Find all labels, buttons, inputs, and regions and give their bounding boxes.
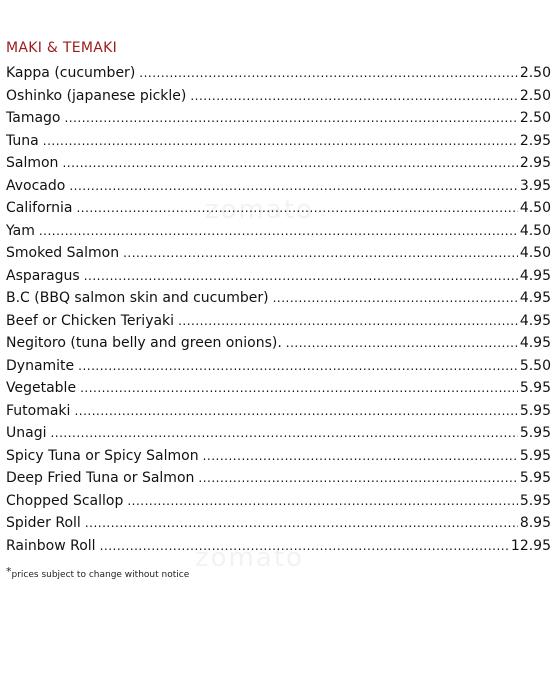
menu-item: [6, 400, 551, 423]
menu-item: [6, 242, 551, 265]
menu-item-price: 4.50: [519, 200, 551, 216]
menu-item-name: Oshinko (japanese pickle): [6, 87, 187, 104]
menu-item-name: Futomaki: [6, 402, 71, 419]
dot-leader: [76, 197, 517, 220]
menu-item: [6, 490, 551, 513]
menu-item-price: 4.95: [519, 312, 551, 329]
dot-leader: [85, 512, 518, 535]
menu-item: [6, 467, 551, 490]
menu-item: [6, 85, 551, 108]
menu-item-price: 4.95: [519, 290, 551, 306]
menu-item-name: Deep Fried Tuna or Salmon: [6, 470, 195, 486]
dot-leader: [127, 490, 517, 513]
menu-item-price: 2.50: [519, 87, 551, 104]
menu-item-price: 4.95: [519, 335, 551, 351]
dot-leader: [178, 310, 518, 333]
menu-item: [6, 265, 551, 288]
dot-leader: [100, 535, 509, 558]
menu-item-price: 2.50: [519, 110, 551, 126]
menu-item-name: Tuna: [6, 132, 39, 149]
menu-item-price: 5.95: [519, 447, 551, 464]
menu-item-price: 2.95: [519, 132, 551, 149]
dot-leader: [80, 377, 518, 400]
menu-item: [6, 197, 551, 220]
menu-item-name: Spicy Tuna or Spicy Salmon: [6, 447, 199, 464]
dot-leader: [43, 130, 518, 153]
menu-item: [6, 535, 551, 558]
menu-item-name: Vegetable: [6, 380, 77, 396]
menu-item-name: Negitoro (tuna belly and green onions).: [6, 335, 282, 351]
menu-item-name: Unagi: [6, 425, 47, 441]
menu-item-price: 4.50: [519, 222, 551, 239]
dot-leader: [84, 265, 518, 288]
menu-item-price: 8.95: [519, 515, 551, 531]
menu-item: [6, 422, 551, 445]
menu-item-name: B.C (BBQ salmon skin and cucumber): [6, 290, 269, 306]
menu-item-name: Avocado: [6, 177, 66, 194]
footnote-asterisk: *: [6, 565, 12, 578]
dot-leader: [50, 422, 517, 445]
menu-item-name: California: [6, 200, 73, 216]
dot-leader: [123, 242, 518, 265]
dot-leader: [286, 332, 518, 355]
menu-item-name: Beef or Chicken Teriyaki: [6, 312, 175, 329]
dot-leader: [69, 175, 517, 198]
dot-leader: [39, 220, 518, 243]
menu-list: [6, 62, 551, 557]
dot-leader: [139, 62, 518, 85]
menu-item: [6, 220, 551, 243]
dot-leader: [190, 85, 517, 108]
menu-item-name: Dynamite: [6, 357, 75, 374]
menu-item: [6, 310, 551, 333]
menu-item-price: 2.50: [519, 65, 551, 81]
menu-item-name: Spider Roll: [6, 515, 81, 531]
menu-item: [6, 107, 551, 130]
menu-item-name: Asparagus: [6, 267, 80, 284]
menu-item-name: Smoked Salmon: [6, 245, 120, 261]
menu-item-name: Tamago: [6, 110, 61, 126]
section-title: MAKI & TEMAKI: [6, 40, 118, 56]
menu-item-price: 5.95: [519, 402, 551, 419]
menu-item: [6, 377, 551, 400]
menu-item-price: 3.95: [519, 177, 551, 194]
menu-item-price: 4.95: [519, 267, 551, 284]
menu-item-price: 5.95: [519, 380, 551, 396]
menu-item-price: 2.95: [519, 155, 551, 171]
watermark-top: zomato: [205, 195, 314, 225]
watermark-bottom: zomato: [195, 543, 304, 573]
dot-leader: [198, 467, 517, 490]
menu-item-price: 5.95: [519, 470, 551, 486]
menu-item: [6, 130, 551, 153]
footnote-text: prices subject to change without notice: [11, 570, 190, 580]
dot-leader: [273, 287, 518, 310]
dot-leader: [64, 107, 517, 130]
menu-item: [6, 287, 551, 310]
dot-leader: [203, 445, 518, 468]
menu-item: [6, 152, 551, 175]
dot-leader: [74, 400, 517, 423]
menu-item-price: 5.95: [519, 492, 551, 509]
dot-leader: [62, 152, 517, 175]
menu-item-name: Kappa (cucumber): [6, 65, 136, 81]
menu-item: [6, 332, 551, 355]
menu-item-name: Yam: [6, 222, 35, 239]
menu-item-price: 5.95: [519, 425, 551, 441]
menu-item-name: Salmon: [6, 155, 59, 171]
menu-item-price: 5.50: [519, 357, 551, 374]
menu-item-name: Rainbow Roll: [6, 537, 96, 554]
dot-leader: [78, 355, 518, 378]
menu-item: [6, 175, 551, 198]
footnote: [6, 565, 189, 580]
menu-item: [6, 355, 551, 378]
menu-item: [6, 512, 551, 535]
menu-item-name: Chopped Scallop: [6, 492, 124, 509]
menu-item: [6, 445, 551, 468]
menu-item-price: 12.95: [510, 537, 551, 554]
menu-item-price: 4.50: [519, 245, 551, 261]
menu-item: [6, 62, 551, 85]
